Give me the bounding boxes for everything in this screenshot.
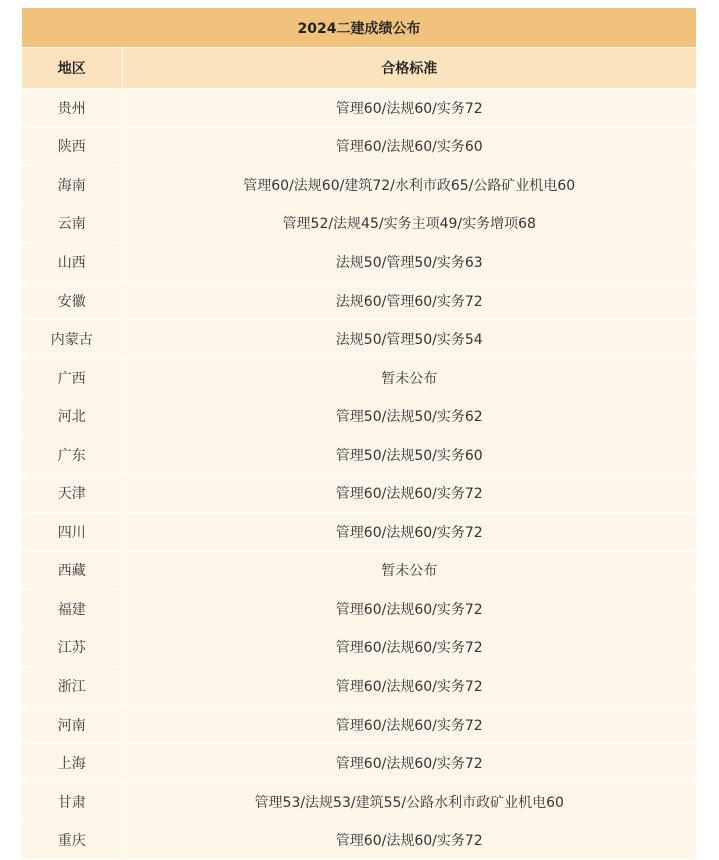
standard-cell: 法规50/管理50/实务54 [122,320,696,359]
table-row [22,590,696,629]
standard-cell: 暂未公布 [122,551,696,590]
standard-cell: 管理60/法规60/实务72 [122,513,696,552]
region-cell: 广东 [22,435,122,474]
table-row [22,551,696,590]
score-table-container [22,8,696,860]
table-body [22,89,696,860]
table-row [22,204,696,243]
standard-cell: 暂未公布 [122,358,696,397]
table-title: 2024二建成绩公布 [22,8,696,48]
standard-cell: 管理53/法规53/建筑55/公路水利市政矿业机电60 [122,782,696,821]
table-row [22,744,696,783]
region-cell: 江苏 [22,628,122,667]
table-row [22,281,696,320]
region-cell: 云南 [22,204,122,243]
standard-cell: 管理52/法规45/实务主项49/实务增项68 [122,204,696,243]
region-cell: 河南 [22,705,122,744]
column-header-region: 地区 [22,48,122,89]
region-cell: 陕西 [22,127,122,166]
table-row [22,243,696,282]
region-cell: 四川 [22,513,122,552]
table-title-row [22,8,696,48]
region-cell: 重庆 [22,821,122,860]
table-header-row [22,48,696,89]
standard-cell: 管理60/法规60/实务72 [122,628,696,667]
table-row [22,667,696,706]
region-cell: 甘肃 [22,782,122,821]
table-row [22,513,696,552]
region-cell: 福建 [22,590,122,629]
score-table [22,8,696,860]
table-row [22,89,696,128]
standard-cell: 管理60/法规60/实务72 [122,89,696,128]
standard-cell: 管理60/法规60/实务72 [122,590,696,629]
standard-cell: 管理60/法规60/建筑72/水利市政65/公路矿业机电60 [122,166,696,205]
standard-cell: 管理60/法规60/实务72 [122,667,696,706]
region-cell: 天津 [22,474,122,513]
standard-cell: 管理60/法规60/实务72 [122,821,696,860]
standard-cell: 管理60/法规60/实务60 [122,127,696,166]
column-header-standard: 合格标准 [122,48,696,89]
region-cell: 安徽 [22,281,122,320]
region-cell: 西藏 [22,551,122,590]
standard-cell: 法规60/管理60/实务72 [122,281,696,320]
table-row [22,435,696,474]
region-cell: 山西 [22,243,122,282]
table-row [22,358,696,397]
region-cell: 河北 [22,397,122,436]
standard-cell: 法规50/管理50/实务63 [122,243,696,282]
table-row [22,782,696,821]
region-cell: 内蒙古 [22,320,122,359]
table-row [22,628,696,667]
region-cell: 海南 [22,166,122,205]
region-cell: 贵州 [22,89,122,128]
region-cell: 广西 [22,358,122,397]
table-row [22,397,696,436]
standard-cell: 管理60/法规60/实务72 [122,474,696,513]
standard-cell: 管理60/法规60/实务72 [122,705,696,744]
table-row [22,474,696,513]
region-cell: 上海 [22,744,122,783]
table-row [22,320,696,359]
standard-cell: 管理60/法规60/实务72 [122,744,696,783]
table-row [22,166,696,205]
table-row [22,705,696,744]
table-row [22,127,696,166]
table-row [22,821,696,860]
standard-cell: 管理50/法规50/实务60 [122,435,696,474]
standard-cell: 管理50/法规50/实务62 [122,397,696,436]
region-cell: 浙江 [22,667,122,706]
